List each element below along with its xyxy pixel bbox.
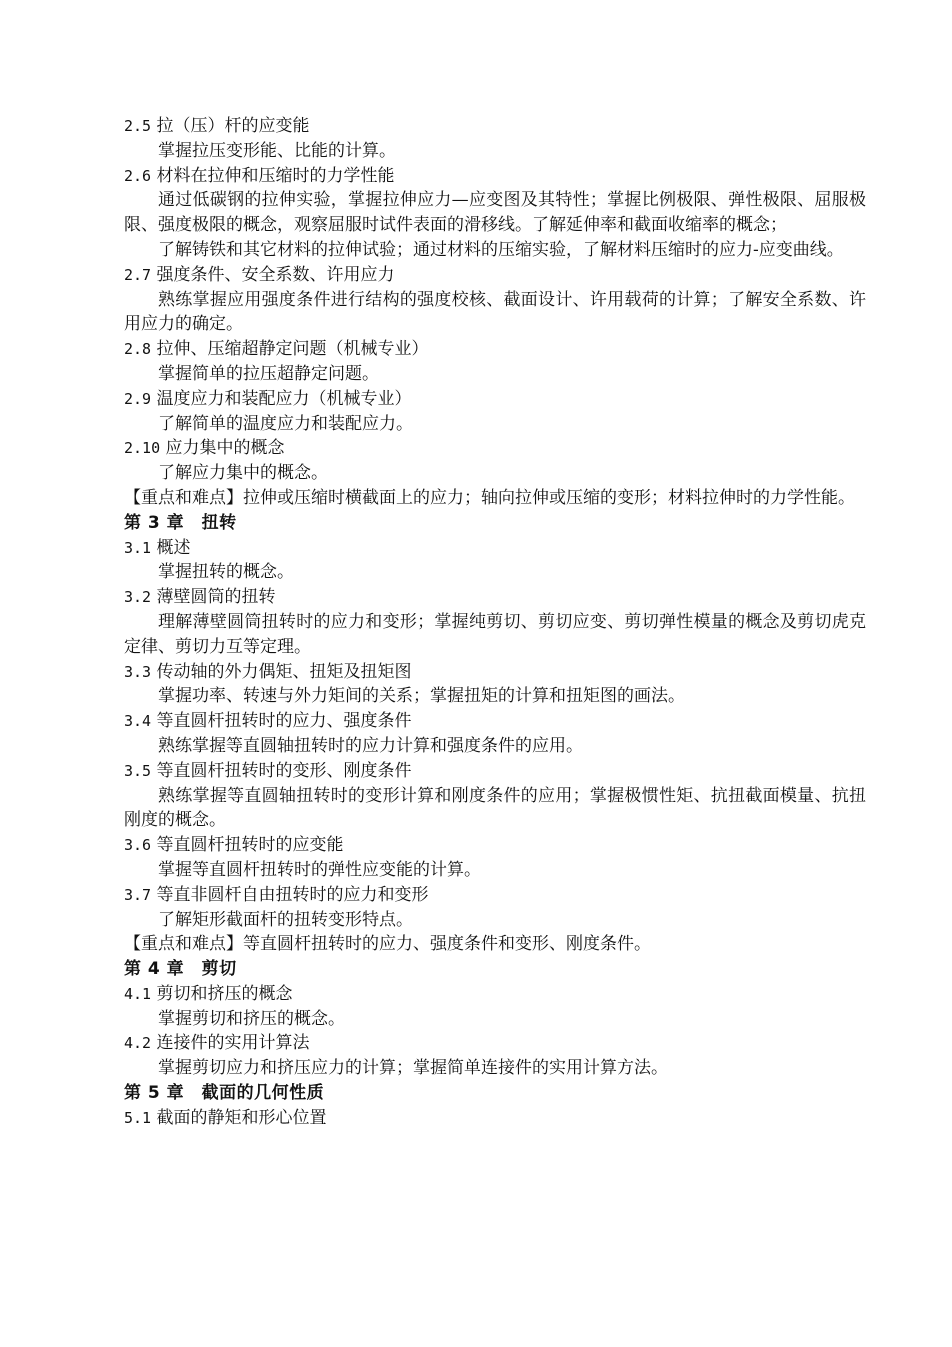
section-number: 2.7 <box>124 265 152 284</box>
section-number: 2.8 <box>124 340 152 359</box>
section-title <box>124 759 866 784</box>
section-number: 5.1 <box>124 1108 152 1127</box>
section-title <box>124 436 866 461</box>
section-title-text: 概述 <box>156 537 191 558</box>
section-number: 3.5 <box>124 761 152 780</box>
section-title-text: 温度应力和装配应力（机械专业） <box>156 388 412 409</box>
section-title-text: 薄壁圆筒的扭转 <box>156 587 276 608</box>
section-number: 3.6 <box>124 836 152 855</box>
paragraph: 了解应力集中的概念。 <box>158 463 328 484</box>
section-title-text: 应力集中的概念 <box>165 438 285 459</box>
section-title-text: 拉（压）杆的应变能 <box>156 116 310 136</box>
section-title-text: 等直非圆杆自由扭转时的应力和变形 <box>156 884 429 905</box>
section-title <box>124 1031 866 1056</box>
section-title <box>124 114 866 139</box>
key-points: 【重点和难点】拉伸或压缩时横截面上的应力；轴向拉伸或压缩的变形；材料拉伸时的力学性能。 <box>124 487 855 508</box>
section-number: 2.9 <box>124 389 152 408</box>
section-title <box>124 164 866 189</box>
section-number: 2.10 <box>124 439 161 458</box>
section-title-text: 等直圆杆扭转时的应力、强度条件 <box>156 711 412 732</box>
section-number: 4.1 <box>124 984 152 1003</box>
section-title <box>124 536 866 561</box>
paragraph: 熟练掌握等直圆轴扭转时的应力计算和强度条件的应用。 <box>158 735 583 756</box>
section-title-text: 剪切和挤压的概念 <box>156 983 293 1004</box>
paragraph: 熟练掌握等直圆轴扭转时的变形计算和刚度条件的应用；掌握极惯性矩、抗扭截面模量、抗扭刚度的概念。 <box>124 785 866 831</box>
paragraph: 理解薄壁圆筒扭转时的应力和变形；掌握纯剪切、剪切应变、剪切弹性模量的概念及剪切虎克定律、剪切力互等定理。 <box>124 611 866 657</box>
paragraph: 了解矩形截面杆的扭转变形特点。 <box>158 909 413 930</box>
paragraph: 掌握等直圆杆扭转时的弹性应变能的计算。 <box>158 859 481 880</box>
paragraph: 掌握剪切应力和挤压应力的计算；掌握简单连接件的实用计算方法。 <box>158 1058 668 1079</box>
paragraph: 掌握功率、转速与外力矩间的关系；掌握扭矩的计算和扭矩图的画法。 <box>158 686 685 707</box>
section-title <box>124 337 866 362</box>
section-title <box>124 1106 866 1131</box>
section-title <box>124 387 866 412</box>
section-number: 3.2 <box>124 588 152 607</box>
paragraph: 掌握拉压变形能、比能的计算。 <box>158 140 396 161</box>
section-number: 2.6 <box>124 166 152 185</box>
paragraph: 掌握简单的拉压超静定问题。 <box>158 363 379 384</box>
section-title-text: 截面的静矩和形心位置 <box>156 1107 327 1128</box>
chapter-heading: 第 5 章 截面的几何性质 <box>124 1083 325 1104</box>
section-title-text: 传动轴的外力偶矩、扭矩及扭矩图 <box>156 661 412 682</box>
paragraph: 掌握扭转的概念。 <box>158 562 294 583</box>
section-number: 2.5 <box>124 117 152 135</box>
paragraph: 了解简单的温度应力和装配应力。 <box>158 413 413 434</box>
section-title <box>124 833 866 858</box>
document-body <box>124 114 866 1131</box>
section-title-text: 连接件的实用计算法 <box>156 1033 310 1054</box>
section-title-text: 等直圆杆扭转时的应变能 <box>156 835 344 856</box>
section-number: 4.2 <box>124 1034 152 1053</box>
section-title-text: 材料在拉伸和压缩时的力学性能 <box>156 165 395 186</box>
paragraph: 了解铸铁和其它材料的拉伸试验；通过材料的压缩实验，了解材料压缩时的应力-应变曲线。 <box>158 239 844 260</box>
paragraph: 通过低碳钢的拉伸实验，掌握拉伸应力—应变图及其特性；掌握比例极限、弹性极限、屈服极限、强度极限的概念，观察屈服时试件表面的滑移线。了解延伸率和截面收缩率的概念； <box>124 190 866 236</box>
chapter-heading: 第 4 章 剪切 <box>124 959 237 980</box>
section-title-text: 等直圆杆扭转时的变形、刚度条件 <box>156 760 412 781</box>
section-title <box>124 709 866 734</box>
section-number: 3.4 <box>124 712 152 731</box>
section-title <box>124 982 866 1007</box>
section-title-text: 强度条件、安全系数、许用应力 <box>156 264 395 285</box>
key-points: 【重点和难点】等直圆杆扭转时的应力、强度条件和变形、刚度条件。 <box>124 934 651 955</box>
chapter-heading: 第 3 章 扭转 <box>124 512 237 533</box>
paragraph: 熟练掌握应用强度条件进行结构的强度校核、截面设计、许用载荷的计算；了解安全系数、许用应力的确定。 <box>124 289 866 335</box>
section-number: 3.7 <box>124 885 152 904</box>
section-title <box>124 585 866 610</box>
paragraph: 掌握剪切和挤压的概念。 <box>158 1008 345 1029</box>
section-title <box>124 660 866 685</box>
section-title <box>124 263 866 288</box>
section-number: 3.1 <box>124 538 152 557</box>
section-number: 3.3 <box>124 662 152 681</box>
section-title-text: 拉伸、压缩超静定问题（机械专业） <box>156 339 429 360</box>
section-title <box>124 883 866 908</box>
